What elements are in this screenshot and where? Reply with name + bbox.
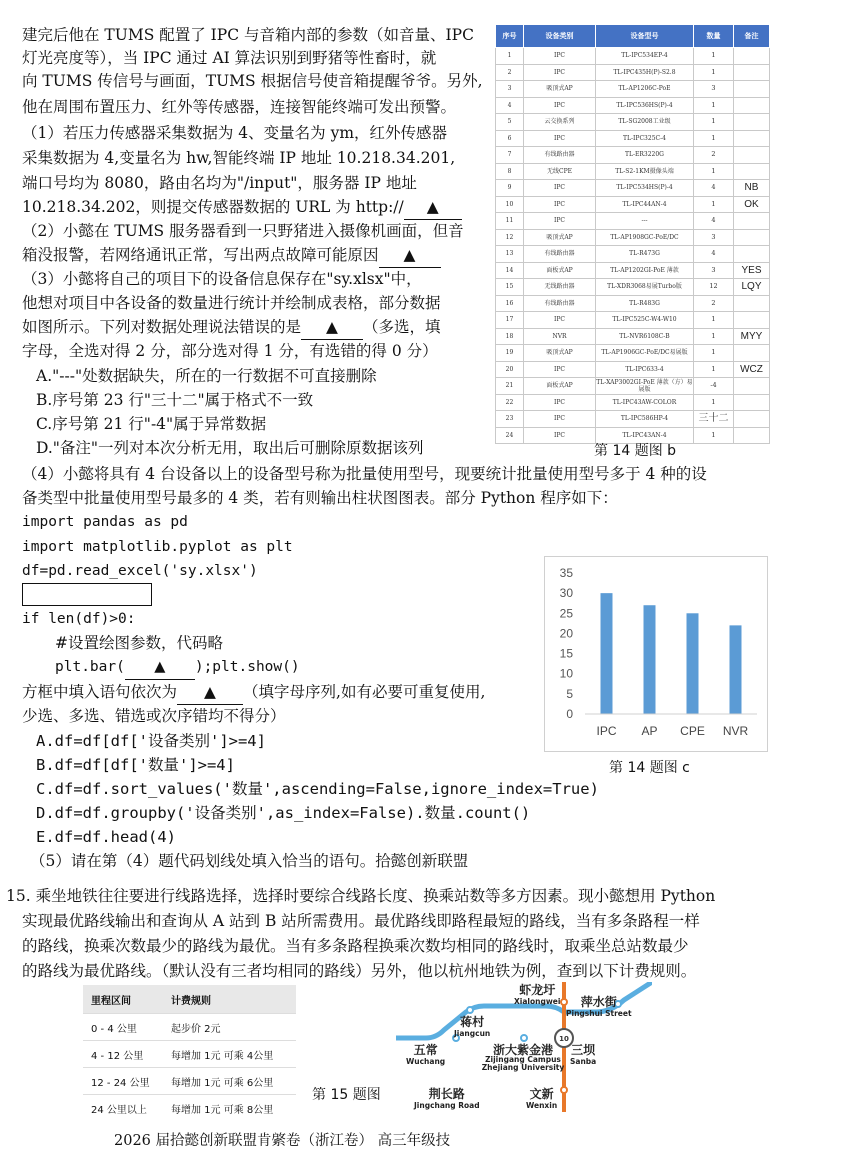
y-tick-label: 5 [566, 686, 573, 701]
q4-option-e: E.df=df.head(4) [36, 828, 176, 846]
table-cell: 有线路由器 [524, 147, 596, 164]
q4-line: 备类型中批量使用型号最多的 4 类，若有则输出柱状图图表。部分 Python 程序如下： [22, 489, 618, 507]
station-wenxin [526, 1088, 557, 1112]
station-dot [561, 1087, 567, 1093]
blank-triangle-icon: ▲ [154, 659, 166, 675]
table-cell: IPC [524, 97, 596, 114]
table-cell: 1 [694, 345, 734, 362]
fare-cell: 12 - 24 公里 [83, 1068, 163, 1095]
x-tick-label: CPE [680, 724, 705, 738]
fare-cell: 24 公里以上 [83, 1095, 163, 1122]
station-en: Zijingang Campus Zhejiang University [481, 1055, 565, 1072]
table-cell: TL-IPC43AW-COLOR [596, 394, 694, 411]
caption-fig-b: 第 14 题图 b [594, 443, 677, 459]
table-cell: 云交换系列 [524, 114, 596, 131]
table-cell: 面板式AP [524, 262, 596, 279]
table-cell: 18 [496, 328, 524, 345]
x-tick-label: NVR [722, 724, 749, 738]
table-row [496, 48, 770, 65]
q4-option-d: D.df=df.groupby('设备类别',as_index=False).数量.count() [36, 804, 531, 822]
blank-triangle-icon: ▲ [426, 198, 439, 216]
table-cell: 4 [496, 97, 524, 114]
q3-line [22, 316, 441, 340]
q15-line: 15. 乘坐地铁往往要进行线路选择，选择时要综合线路长度、换乘站数等多方因素。现小懿想用 Python [6, 887, 716, 905]
y-tick-label: 10 [559, 666, 573, 681]
table-cell: 23 [496, 411, 524, 428]
y-tick-label: 15 [559, 646, 573, 661]
y-tick-label: 25 [559, 606, 573, 621]
table-cell: 3 [694, 81, 734, 98]
table-row [496, 163, 770, 180]
table-cell: IPC [524, 196, 596, 213]
table-cell: 有线路由器 [524, 246, 596, 263]
fare-cell: 0 - 4 公里 [83, 1014, 163, 1041]
table-cell: TL-ER3220G [596, 147, 694, 164]
chart-frame [544, 556, 768, 752]
table-cell [734, 295, 770, 312]
station-en: Jingchang Road [414, 1101, 480, 1110]
table-cell: IPC [524, 64, 596, 81]
station-en: Jiangcun [454, 1029, 491, 1038]
q15-line: 实现最优路线输出和查询从 A 站到 B 站所需费用。最优路线即路程最短的路线，当有多条路程一样 [22, 912, 700, 930]
table-cell: 面板式AP [524, 378, 596, 395]
table-row [496, 295, 770, 312]
station-cn: 文新 [529, 1087, 554, 1101]
table-cell [734, 97, 770, 114]
table-cell: 无线路由器 [524, 279, 596, 296]
fare-row [83, 1095, 296, 1122]
station-cn: 荆长路 [428, 1087, 465, 1101]
table-cell: IPC [524, 48, 596, 65]
table-cell: 16 [496, 295, 524, 312]
table-row [496, 147, 770, 164]
table-cell: TL-IPC525C-W4-W10 [596, 312, 694, 329]
caption-fig-15: 第 15 题图 [312, 1087, 381, 1103]
table-cell: --- [596, 213, 694, 230]
table-cell: NB [734, 180, 770, 197]
station-xialongwei [514, 984, 560, 1008]
station-en: Pingshui Street [566, 1009, 632, 1018]
table-cell: TL-AP1908GC-PoE/DC [596, 229, 694, 246]
table-cell: 1 [694, 361, 734, 378]
table-row [496, 229, 770, 246]
table-cell [734, 163, 770, 180]
station-en: Wuchang [406, 1057, 446, 1066]
table-row [496, 328, 770, 345]
station-wuchang [406, 1044, 445, 1068]
table-cell: TL-IPC435H(P)-S2.8 [596, 64, 694, 81]
code-line: df=pd.read_excel('sy.xlsx') [22, 563, 258, 579]
q3-answer-blank[interactable] [301, 316, 363, 340]
table-cell: TL-SG2008工业级 [596, 114, 694, 131]
table-cell: IPC [524, 427, 596, 444]
station-jiangcun [454, 1016, 490, 1040]
fare-header: 计费规则 [163, 985, 296, 1014]
table-cell [734, 81, 770, 98]
table-cell: 无线CPE [524, 163, 596, 180]
station-en: Xialongwei [514, 997, 561, 1006]
table-row [496, 361, 770, 378]
device-table [495, 24, 770, 444]
table-cell [734, 345, 770, 362]
table-cell: 吸顶式AP [524, 229, 596, 246]
table-cell [734, 427, 770, 444]
table-cell: TL-IPC534HS(P)-4 [596, 180, 694, 197]
table-row [496, 130, 770, 147]
table-header-row [496, 25, 770, 48]
table-cell: 24 [496, 427, 524, 444]
fare-cell: 每增加 1元 可乘 8公里 [163, 1095, 296, 1122]
table-cell: 5 [496, 114, 524, 131]
q3-text: （多选，填 [363, 318, 441, 336]
bar-ipc [601, 593, 613, 714]
q2-text: 箱没报警，若网络通讯正常，写出两点故障可能原因 [22, 246, 379, 264]
table-cell: 8 [496, 163, 524, 180]
table-cell: 9 [496, 180, 524, 197]
text-line: 向 TUMS 传信号与画面，TUMS 根据信号使音箱提醒爷爷。另外, [22, 72, 483, 90]
table-cell: 12 [694, 279, 734, 296]
table-header: 序号 [496, 25, 524, 48]
q2-line: （2）小懿在 TUMS 服务器看到一只野猪进入摄像机画面，但音 [22, 222, 464, 240]
table-cell: 1 [694, 64, 734, 81]
q4-fill-line: 少选、多选、错选或次序错均不得分） [22, 707, 286, 725]
table-cell: 1 [694, 312, 734, 329]
q4-option-c: C.df=df.sort_values('数量',ascending=False,ignore_index=True) [36, 780, 599, 798]
table-cell: TL-IPC43AN-4 [596, 427, 694, 444]
x-tick-label: AP [641, 724, 658, 738]
fare-table [83, 985, 296, 1121]
station-pingshui [566, 996, 632, 1020]
station-cn: 蒋村 [460, 1015, 485, 1029]
table-cell [734, 394, 770, 411]
q4-line: （4）小懿将具有 4 台设备以上的设备型号称为批量使用型号，现要统计批量使用型号多于 4 种的设 [22, 465, 707, 483]
q15-line: 的路线为最优路线。（默认没有三者均相同的路线）另外，他以杭州地铁为例，查到以下计费规则。 [22, 962, 697, 980]
code-line: if len(df)>0: [22, 611, 136, 627]
station-sanba [570, 1044, 596, 1068]
text-line: 端口号均为 8080，路由名均为"/input"，服务器 IP 地址 [22, 174, 417, 192]
table-cell [734, 312, 770, 329]
table-cell: 4 [694, 246, 734, 263]
fare-row [83, 1041, 296, 1068]
code-line: import matplotlib.pyplot as plt [22, 539, 293, 555]
table-cell: TL-XDR3068易展Turbo版 [596, 279, 694, 296]
table-row [496, 213, 770, 230]
code-bar-blank[interactable] [125, 656, 195, 680]
text-line: （1）若压力传感器采集数据为 4、变量名为 ym，红外传感器 [22, 124, 448, 142]
table-cell: 3 [496, 81, 524, 98]
code-text: plt.bar( [55, 659, 125, 675]
q3-option-a: A."---"处数据缺失，所在的一行数据不可直接删除 [36, 367, 377, 385]
table-cell [734, 246, 770, 263]
table-cell: 1 [694, 48, 734, 65]
q3-option-c: C.序号第 21 行"-4"属于异常数据 [36, 415, 267, 433]
q1-url-line [22, 196, 462, 220]
table-cell: OK [734, 196, 770, 213]
table-cell: IPC [524, 130, 596, 147]
q2-answer-blank[interactable] [379, 244, 441, 268]
table-cell: 2 [694, 295, 734, 312]
text-line: 他在周围布置压力、红外等传感器，连接智能终端可发出预警。 [22, 98, 457, 116]
q3-option-b: B.序号第 23 行"三十二"属于格式不一致 [36, 391, 314, 409]
table-cell: TL-R483G [596, 295, 694, 312]
table-cell: 3 [694, 262, 734, 279]
table-cell: LQY [734, 279, 770, 296]
table-cell: 7 [496, 147, 524, 164]
table-cell [734, 64, 770, 81]
table-cell [734, 130, 770, 147]
blank-triangle-icon: ▲ [326, 318, 338, 336]
table-cell [734, 114, 770, 131]
table-cell: 1 [496, 48, 524, 65]
table-cell: 1 [694, 328, 734, 345]
table-cell [734, 48, 770, 65]
table-cell: YES [734, 262, 770, 279]
station-cn: 萍水街 [580, 995, 617, 1009]
station-cn: 五常 [413, 1043, 438, 1057]
table-cell: 1 [694, 196, 734, 213]
table-row [496, 262, 770, 279]
table-cell: 14 [496, 262, 524, 279]
table-cell [734, 229, 770, 246]
fare-cell: 每增加 1元 可乘 6公里 [163, 1068, 296, 1095]
table-header: 设备型号 [596, 25, 694, 48]
station-dot [521, 1035, 527, 1041]
table-cell: IPC [524, 394, 596, 411]
table-row [496, 411, 770, 428]
code-text: );plt.show() [194, 659, 300, 675]
code-line: import pandas as pd [22, 514, 188, 530]
q3-text: 如图所示。下列对数据处理说法错误的是 [22, 318, 302, 336]
table-cell: IPC [524, 180, 596, 197]
table-cell: 19 [496, 345, 524, 362]
table-row [496, 378, 770, 395]
table-cell: WCZ [734, 361, 770, 378]
table-cell [734, 213, 770, 230]
table-row [496, 246, 770, 263]
table-cell: 4 [694, 213, 734, 230]
table-cell: TL-R473G [596, 246, 694, 263]
table-body [496, 48, 770, 444]
table-cell: 三十二 [694, 411, 734, 428]
q3-line: （3）小懿将自己的项目下的设备信息保存在"sy.xlsx"中， [22, 270, 422, 288]
table-cell: TL-S2-1KM摄像头端 [596, 163, 694, 180]
table-header: 备注 [734, 25, 770, 48]
q3-line: 字母，全选对得 2 分，部分选对得 1 分，有选错的得 0 分） [22, 342, 438, 360]
table-cell: 11 [496, 213, 524, 230]
table-cell: 吸顶式AP [524, 81, 596, 98]
table-header: 设备类别 [524, 25, 596, 48]
station-cn: 三坝 [571, 1043, 596, 1057]
table-cell [734, 411, 770, 428]
table-row [496, 97, 770, 114]
q1-answer-blank[interactable] [404, 196, 462, 220]
q4-fill-text: （填字母序列,如有必要可重复使用, [243, 683, 486, 701]
table-cell: 10 [496, 196, 524, 213]
table-cell [734, 378, 770, 395]
table-row [496, 279, 770, 296]
text-line: 灯光亮度等），当 IPC 通过 AI 算法识别到野猪等性畜时，就 [22, 49, 437, 67]
table-row [496, 64, 770, 81]
code-bar-line [55, 656, 300, 680]
table-cell: 17 [496, 312, 524, 329]
table-cell: TL-IPC633-4 [596, 361, 694, 378]
y-tick-label: 35 [559, 566, 573, 580]
station-zijingang [478, 1044, 568, 1072]
table-row [496, 312, 770, 329]
table-cell: 6 [496, 130, 524, 147]
table-cell: IPC [524, 411, 596, 428]
q4-fill-text: 方框中填入语句依次为 [22, 683, 178, 701]
table-cell: 1 [694, 394, 734, 411]
table-cell: 有线路由器 [524, 295, 596, 312]
bar-cpe [687, 613, 699, 714]
fare-header: 里程区间 [83, 985, 163, 1014]
station-dot [467, 1007, 473, 1013]
table-cell: TL-AP1206C-PoE [596, 81, 694, 98]
blank-triangle-icon: ▲ [403, 246, 416, 264]
table-row [496, 114, 770, 131]
station-en: Sanba [570, 1057, 597, 1066]
table-cell: TL-IPC586HP-4 [596, 411, 694, 428]
table-cell: TL-IPC534EP-4 [596, 48, 694, 65]
q3-line: 他想对项目中各设备的数量进行统计并绘制成表格，部分数据 [22, 294, 441, 312]
y-tick-label: 20 [559, 626, 573, 641]
station-cn: 虾龙圩 [519, 983, 556, 997]
station-jingchang [414, 1088, 480, 1112]
table-cell: -4 [694, 378, 734, 395]
y-tick-label: 0 [566, 707, 573, 721]
table-cell: 22 [496, 394, 524, 411]
table-cell: 1 [694, 114, 734, 131]
code-answer-box[interactable] [22, 583, 152, 606]
table-row [496, 345, 770, 362]
fare-row [83, 1014, 296, 1041]
table-cell: 1 [694, 427, 734, 444]
fare-row [83, 1068, 296, 1095]
q4-option-a: A.df=df[df['设备类别']>=4] [36, 732, 266, 750]
table-cell: TL-XAP3002GI-PoE 薄款（方）易展版 [596, 378, 693, 393]
fare-cell: 起步价 2元 [163, 1014, 296, 1041]
text-line: 采集数据为 4,变量名为 hw,智能终端 IP 地址 10.218.34.201, [22, 149, 456, 167]
table-row [496, 81, 770, 98]
q5-line: （5）请在第（4）题代码划线处填入恰当的语句。拾懿创新联盟 [30, 852, 469, 870]
table-row [496, 180, 770, 197]
table-cell [734, 147, 770, 164]
table-header: 数量 [694, 25, 734, 48]
table-cell: TL-IPC536HS(P)-4 [596, 97, 694, 114]
caption-fig-c: 第 14 题图 c [609, 760, 690, 776]
fare-cell: 4 - 12 公里 [83, 1041, 163, 1068]
q3-option-d: D."备注"一列对本次分析无用，取出后可删除原数据该列 [36, 439, 424, 457]
station-en: Wenxin [526, 1101, 558, 1110]
page-footer: 2026 届拾懿创新联盟肯綮卷（浙江卷） 高三年级技 [114, 1133, 451, 1149]
q1-url-text: 10.218.34.202，则提交传感器数据的 URL 为 http:// [22, 198, 404, 216]
q4-fill-line [22, 681, 485, 705]
table-cell: 4 [694, 180, 734, 197]
text-line: 建完后他在 TUMS 配置了 IPC 与音箱内部的参数（如音量、IPC [22, 26, 474, 44]
q4-answer-blank[interactable] [177, 681, 243, 705]
table-cell: 13 [496, 246, 524, 263]
fare-header-row [83, 985, 296, 1014]
line-badge: 10 [559, 1035, 569, 1043]
table-cell: 3 [694, 229, 734, 246]
table-cell: MYY [734, 328, 770, 345]
q4-option-b: B.df=df[df['数量']>=4] [36, 756, 235, 774]
table-cell: IPC [524, 213, 596, 230]
table-cell: IPC [524, 361, 596, 378]
q2-line [22, 244, 441, 268]
table-cell: NVR [524, 328, 596, 345]
table-cell: 1 [694, 130, 734, 147]
bar-ap [644, 605, 656, 714]
table-cell: TL-AP1906GC-PoE/DC易展版 [596, 345, 694, 362]
table-cell: 20 [496, 361, 524, 378]
table-row [496, 394, 770, 411]
table-cell: 12 [496, 229, 524, 246]
table-cell: IPC [524, 312, 596, 329]
q15-line: 的路线，换乘次数最少的路线为最优。当有多条路程换乘次数均相同的路线时，取乘坐总站数最少 [22, 937, 689, 955]
code-comment: #设置绘图参数，代码略 [55, 634, 223, 652]
blank-triangle-icon: ▲ [204, 683, 216, 701]
table-cell: 21 [496, 378, 524, 395]
table-cell: 1 [694, 163, 734, 180]
table-cell: TL-AP1202GI-PoE 薄款 [596, 262, 694, 279]
bar-nvr [730, 625, 742, 714]
table-cell: 2 [694, 147, 734, 164]
table-cell: TL-IPC325C-4 [596, 130, 694, 147]
table-cell: TL-NVR6108C-B [596, 328, 694, 345]
x-tick-label: IPC [596, 724, 617, 738]
bar-chart [545, 557, 767, 751]
fare-cell: 每增加 1元 可乘 4公里 [163, 1041, 296, 1068]
table-row [496, 196, 770, 213]
table-cell: TL-IPC44AN-4 [596, 196, 694, 213]
table-cell: 吸顶式AP [524, 345, 596, 362]
metro-map [396, 982, 652, 1112]
station-cn: 浙大紫金港 [492, 1043, 553, 1057]
y-tick-label: 30 [559, 586, 573, 601]
table-cell: 2 [496, 64, 524, 81]
table-cell: 1 [694, 97, 734, 114]
table-cell: 15 [496, 279, 524, 296]
